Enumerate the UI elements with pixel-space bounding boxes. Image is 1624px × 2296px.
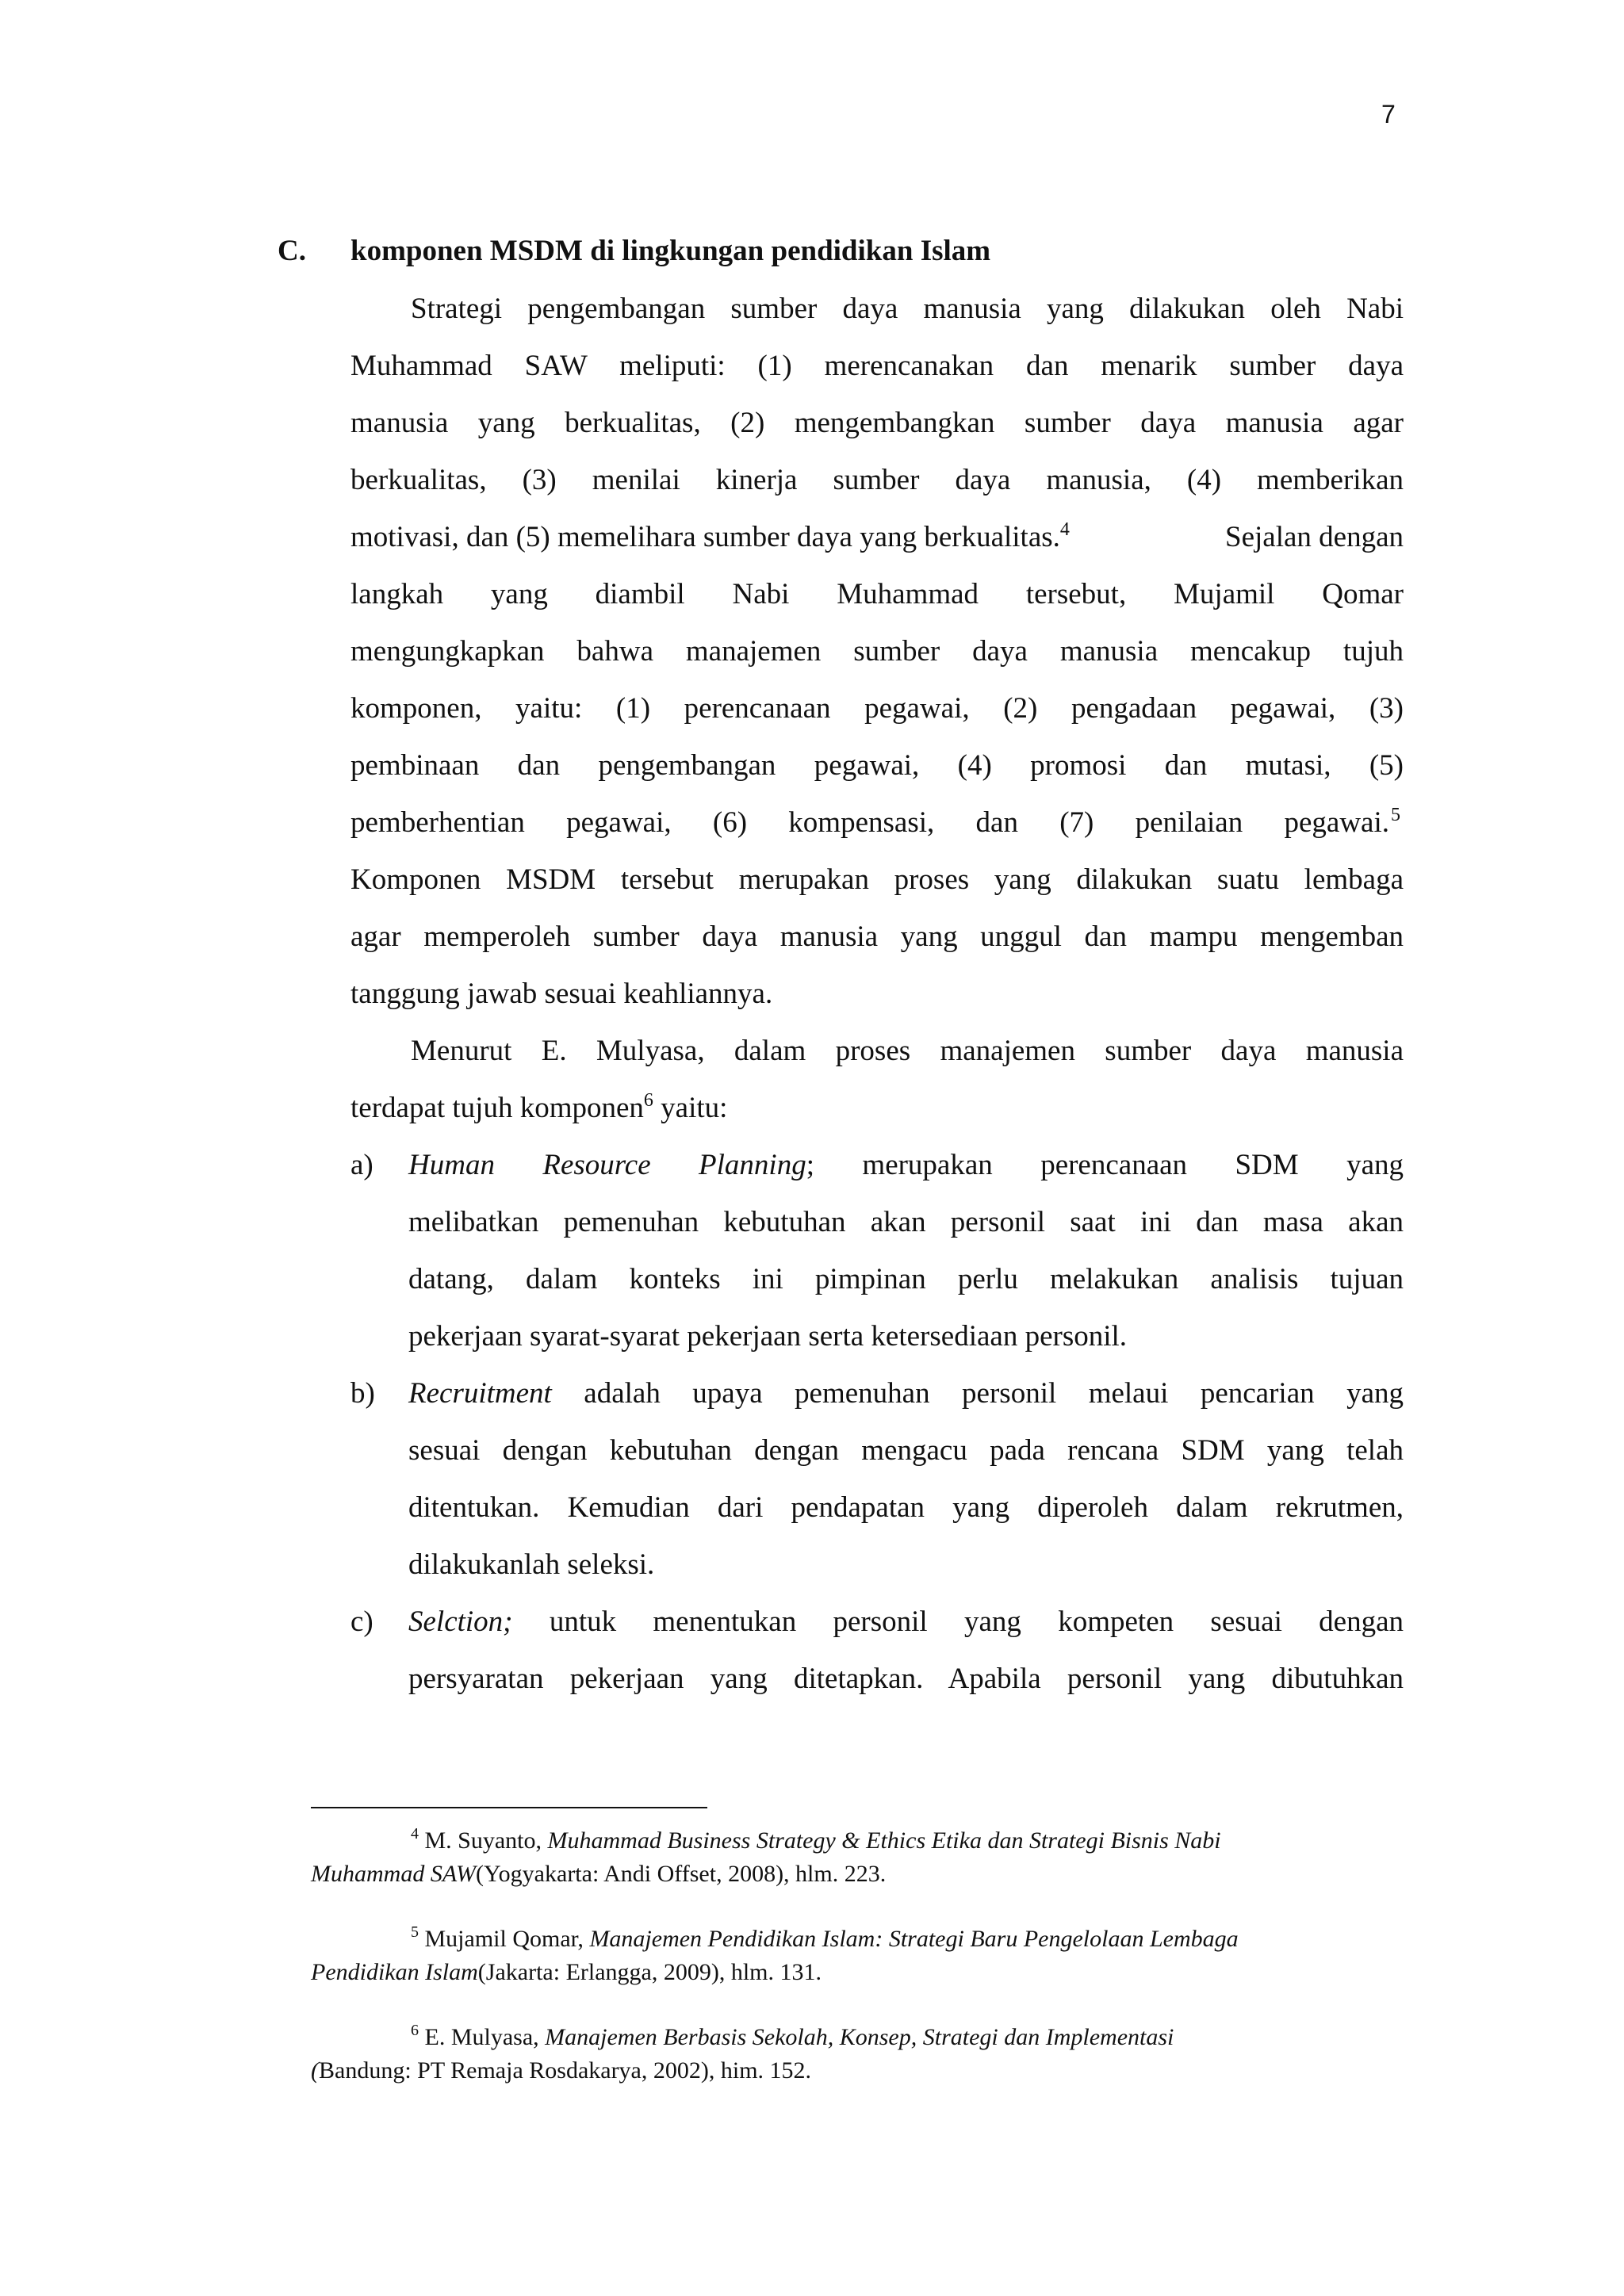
paragraph-text: terdapat tujuh komponen <box>350 1092 644 1124</box>
paragraph-text: yaitu: <box>653 1092 728 1124</box>
footnote-title: Muhammad Business Strategy & Ethics Etika dan Strategi Bisnis Nabi <box>547 1827 1221 1854</box>
paragraph-line: tanggung jawab sesuai keahliannya. <box>350 978 773 1010</box>
footnote-author: Mujamil Qomar, <box>419 1926 590 1952</box>
footnote-title: ( <box>311 2057 319 2084</box>
paragraph-text: motivasi, dan (5) memelihara sumber daya yang berkualitas. <box>350 521 1060 553</box>
paragraph-line <box>350 1089 1404 1128</box>
list-item-term: Recruitment <box>408 1377 552 1410</box>
footnote-ref[interactable]: 4 <box>1059 519 1070 540</box>
section-heading <box>278 232 1404 271</box>
footnote-author: E. Mulyasa, <box>419 2024 546 2050</box>
list-item-line: persyaratan pekerjaan yang ditetapkan. Apabila personil yang dibutuhkan <box>408 1663 1404 1695</box>
paragraph-line: manusia yang berkualitas, (2) mengembangkan sumber daya manusia agar <box>350 407 1404 439</box>
list-marker: a) <box>350 1149 373 1181</box>
paragraph-line: Komponen MSDM tersebut merupakan proses yang dilakukan suatu lembaga <box>350 863 1404 896</box>
list-item-line: ditentukan. Kemudian dari pendapatan yang diperoleh dalam rekrutmen, <box>408 1491 1404 1524</box>
footnote-ref[interactable]: 5 <box>1391 805 1400 825</box>
list-item-line: pekerjaan syarat-syarat pekerjaan serta ketersediaan personil. <box>408 1320 1128 1353</box>
footnote-author: M. Suyanto, <box>419 1827 548 1854</box>
footnote-title: Manajemen Berbasis Sekolah, Konsep, Strategi dan Implementasi <box>545 2024 1174 2050</box>
footnote-ref[interactable]: 6 <box>643 1090 653 1111</box>
footnote-separator <box>311 1807 707 1808</box>
footnote-line <box>411 1923 1239 1955</box>
list-item-line: sesuai dengan kebutuhan dengan mengacu pada rencana SDM yang telah <box>408 1434 1404 1467</box>
footnote-number: 6 <box>411 2022 419 2039</box>
list-item-text: untuk menentukan personil yang kompeten sesuai dengan <box>512 1605 1404 1638</box>
paragraph-line-end: Sejalan dengan <box>1225 521 1404 553</box>
footnote-publisher: Bandung: PT Remaja Rosdakarya, 2002), him. 152. <box>319 2057 812 2084</box>
list-item-line <box>408 1146 1404 1185</box>
page-number: 7 <box>1381 100 1396 128</box>
list-item-text: ; merupakan perencanaan SDM yang <box>806 1149 1404 1181</box>
paragraph-line: langkah yang diambil Nabi Muhammad tersebut, Mujamil Qomar <box>350 578 1404 610</box>
footnote-line <box>311 1957 822 1988</box>
list-item-line: dilakukanlah seleksi. <box>408 1548 655 1581</box>
footnote-line <box>311 1858 886 1890</box>
list-marker: c) <box>350 1605 373 1638</box>
list-marker: b) <box>350 1377 375 1410</box>
list-item-text: adalah upaya pemenuhan personil melaui pencarian yang <box>551 1377 1404 1410</box>
paragraph-line: berkualitas, (3) menilai kinerja sumber daya manusia, (4) memberikan <box>350 464 1404 496</box>
list-item-term: Human Resource Planning <box>408 1149 806 1181</box>
list-item-line <box>408 1374 1404 1414</box>
footnote-number: 4 <box>411 1825 419 1843</box>
list-item-line: melibatkan pemenuhan kebutuhan akan personil saat ini dan masa akan <box>408 1206 1404 1238</box>
paragraph-line: Menurut E. Mulyasa, dalam proses manajemen sumber daya manusia <box>411 1035 1404 1067</box>
paragraph-line: Muhammad SAW meliputi: (1) merencanakan dan menarik sumber daya <box>350 350 1404 382</box>
list-item-line <box>408 1602 1404 1642</box>
footnote-title: Pendidikan Islam <box>311 1959 478 1985</box>
section-title: komponen MSDM di lingkungan pendidikan Islam <box>350 235 991 267</box>
footnote-line <box>311 2055 811 2087</box>
list-item-line: datang, dalam konteks ini pimpinan perlu melakukan analisis tujuan <box>408 1263 1404 1295</box>
footnote-publisher: (Yogyakarta: Andi Offset, 2008), hlm. 223. <box>476 1861 887 1887</box>
footnote-line <box>411 2022 1174 2053</box>
paragraph-line <box>1391 803 1400 843</box>
footnote-number: 5 <box>411 1923 419 1941</box>
paragraph-line: agar memperoleh sumber daya manusia yang unggul dan mampu mengemban <box>350 920 1404 953</box>
section-number: C. <box>278 235 306 267</box>
paragraph-line: komponen, yaitu: (1) perencanaan pegawai, (2) pengadaan pegawai, (3) <box>350 692 1404 725</box>
footnote-title: Manajemen Pendidikan Islam: Strategi Baru Pengelolaan Lembaga <box>589 1926 1239 1952</box>
footnote-publisher: (Jakarta: Erlangga, 2009), hlm. 131. <box>477 1959 822 1985</box>
footnote-title: Muhammad SAW <box>311 1861 477 1887</box>
paragraph-line: Strategi pengembangan sumber daya manusia yang dilakukan oleh Nabi <box>411 293 1404 325</box>
footnote-line <box>411 1825 1221 1857</box>
paragraph-line: pemberhentian pegawai, (6) kompensasi, dan (7) penilaian pegawai. <box>350 806 1389 839</box>
list-item-term: Selction; <box>408 1605 513 1638</box>
paragraph-line: pembinaan dan pengembangan pegawai, (4) promosi dan mutasi, (5) <box>350 749 1404 782</box>
paragraph-line: mengungkapkan bahwa manajemen sumber daya manusia mencakup tujuh <box>350 635 1404 668</box>
